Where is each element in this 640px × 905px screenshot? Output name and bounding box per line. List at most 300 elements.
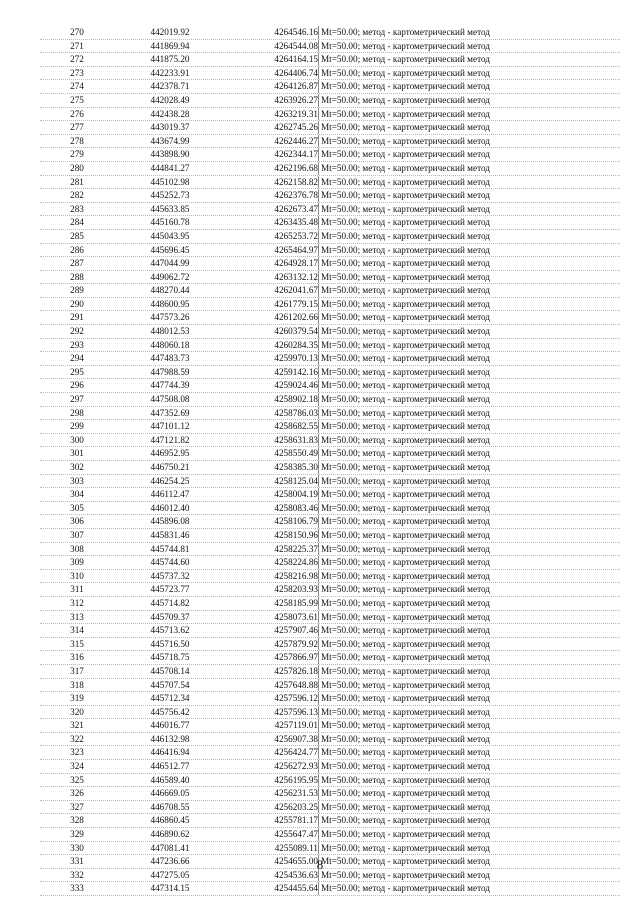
point-number-cell: 291: [70, 312, 84, 323]
table-row: [40, 611, 620, 625]
method-description-cell: Mt=50.00; метод - картометрический метод: [318, 339, 549, 352]
point-number-cell: 294: [70, 353, 84, 364]
table-row: [40, 40, 620, 54]
point-number-cell: 280: [70, 162, 84, 173]
y-coordinate-cell: 4260379.54: [274, 326, 318, 337]
x-coordinate-cell: 447044.99: [150, 258, 190, 269]
method-description-cell: Mt=50.00; метод - картометрический метод: [318, 502, 549, 515]
point-number-cell: 276: [70, 108, 84, 119]
y-coordinate-cell: 4258106.79: [274, 516, 318, 527]
y-coordinate-cell: 4260284.35: [274, 339, 318, 350]
coordinates-table: [40, 26, 620, 896]
y-coordinate-cell: 4262673.47: [274, 203, 318, 214]
method-description-cell: Mt=50.00; метод - картометрический метод: [318, 230, 549, 243]
method-description-cell: Mt=50.00; метод - картометрический метод: [318, 352, 549, 365]
table-row: [40, 475, 620, 489]
table-row: [40, 53, 620, 67]
method-description-cell: Mt=50.00; метод - картометрический метод: [318, 434, 549, 447]
y-coordinate-cell: 4255781.17: [274, 815, 318, 826]
y-coordinate-cell: 4264126.87: [274, 81, 318, 92]
table-row: [40, 842, 620, 856]
point-number-cell: 327: [70, 801, 84, 812]
point-number-cell: 315: [70, 638, 84, 649]
y-coordinate-cell: 4262344.17: [274, 149, 318, 160]
x-coordinate-cell: 445714.82: [150, 597, 190, 608]
x-coordinate-cell: 446416.94: [150, 747, 190, 758]
x-coordinate-cell: 445713.62: [150, 625, 190, 636]
y-coordinate-cell: 4258902.18: [274, 394, 318, 405]
x-coordinate-cell: 447352.69: [150, 407, 190, 418]
point-number-cell: 283: [70, 203, 84, 214]
x-coordinate-cell: 447483.73: [150, 353, 190, 364]
point-number-cell: 293: [70, 339, 84, 350]
table-row: [40, 94, 620, 108]
method-description-cell: Mt=50.00; метод - картометрический метод: [318, 638, 549, 651]
table-row: [40, 80, 620, 94]
table-row: [40, 543, 620, 557]
x-coordinate-cell: 443898.90: [150, 149, 190, 160]
method-description-cell: Mt=50.00; метод - картометрический метод: [318, 67, 549, 80]
y-coordinate-cell: 4264546.16: [274, 27, 318, 37]
point-number-cell: 300: [70, 434, 84, 445]
point-number-cell: 279: [70, 149, 84, 160]
x-coordinate-cell: 445252.73: [150, 190, 190, 201]
y-coordinate-cell: 4258125.04: [274, 475, 318, 486]
x-coordinate-cell: 447236.66: [150, 856, 190, 867]
table-row: [40, 638, 620, 652]
y-coordinate-cell: 4258216.98: [274, 570, 318, 581]
y-coordinate-cell: 4256203.25: [274, 801, 318, 812]
table-row: [40, 407, 620, 421]
method-description-cell: Mt=50.00; метод - картометрический метод: [318, 774, 549, 787]
table-row: [40, 679, 620, 693]
x-coordinate-cell: 447081.41: [150, 842, 190, 853]
point-number-cell: 301: [70, 448, 84, 459]
y-coordinate-cell: 4256424.77: [274, 747, 318, 758]
y-coordinate-cell: 4256272.93: [274, 761, 318, 772]
point-number-cell: 292: [70, 326, 84, 337]
x-coordinate-cell: 442028.49: [150, 94, 190, 105]
y-coordinate-cell: 4257119.01: [274, 720, 318, 731]
point-number-cell: 273: [70, 67, 84, 78]
x-coordinate-cell: 445160.78: [150, 217, 190, 228]
x-coordinate-cell: 446750.21: [150, 462, 190, 472]
x-coordinate-cell: 442233.91: [150, 67, 190, 78]
x-coordinate-cell: 446708.55: [150, 801, 190, 812]
point-number-cell: 296: [70, 380, 84, 391]
point-number-cell: 277: [70, 122, 84, 133]
y-coordinate-cell: 4258682.55: [274, 421, 318, 432]
point-number-cell: 299: [70, 421, 84, 432]
point-number-cell: 330: [70, 842, 84, 853]
method-description-cell: Mt=50.00; метод - картометрический метод: [318, 379, 549, 392]
point-number-cell: 289: [70, 285, 84, 296]
method-description-cell: Mt=50.00; метод - картометрический метод: [318, 366, 549, 379]
x-coordinate-cell: 447508.08: [150, 394, 190, 405]
x-coordinate-cell: 445043.95: [150, 230, 190, 241]
method-description-cell: Mt=50.00; метод - картометрический метод: [318, 828, 549, 841]
y-coordinate-cell: 4258203.93: [274, 584, 318, 595]
y-coordinate-cell: 4255647.47: [274, 829, 318, 840]
y-coordinate-cell: 4258150.96: [274, 529, 318, 540]
table-row: [40, 651, 620, 665]
method-description-cell: Mt=50.00; метод - картометрический метод: [318, 882, 549, 895]
point-number-cell: 324: [70, 761, 84, 772]
y-coordinate-cell: 4262745.26: [274, 122, 318, 133]
point-number-cell: 303: [70, 475, 84, 486]
method-description-cell: Mt=50.00; метод - картометрический метод: [318, 108, 549, 121]
point-number-cell: 329: [70, 829, 84, 840]
x-coordinate-cell: 446890.62: [150, 829, 190, 840]
x-coordinate-cell: 443019.37: [150, 122, 190, 133]
point-number-cell: 318: [70, 679, 84, 690]
point-number-cell: 272: [70, 54, 84, 65]
method-description-cell: Mt=50.00; метод - картометрический метод: [318, 311, 549, 324]
table-row: [40, 502, 620, 516]
table-row: [40, 461, 620, 475]
method-description-cell: Mt=50.00; метод - картометрический метод: [318, 855, 549, 868]
method-description-cell: Mt=50.00; метод - картометрический метод: [318, 611, 549, 624]
point-number-cell: 331: [70, 856, 84, 867]
point-number-cell: 287: [70, 258, 84, 269]
table-row: [40, 787, 620, 801]
method-description-cell: Mt=50.00; метод - картометрический метод: [318, 298, 549, 311]
x-coordinate-cell: 442019.92: [150, 27, 190, 37]
table-row: [40, 570, 620, 584]
x-coordinate-cell: 446112.47: [150, 489, 190, 500]
point-number-cell: 298: [70, 407, 84, 418]
y-coordinate-cell: 4257907.46: [274, 625, 318, 636]
x-coordinate-cell: 445707.54: [150, 679, 190, 690]
y-coordinate-cell: 4262376.78: [274, 190, 318, 201]
method-description-cell: Mt=50.00; метод - картометрический метод: [318, 216, 549, 229]
method-description-cell: Mt=50.00; метод - картометрический метод: [318, 420, 549, 433]
point-number-cell: 306: [70, 516, 84, 527]
y-coordinate-cell: 4258004.19: [274, 489, 318, 500]
method-description-cell: Mt=50.00; метод - картометрический метод: [318, 393, 549, 406]
y-coordinate-cell: 4262158.82: [274, 176, 318, 187]
x-coordinate-cell: 445756.42: [150, 706, 190, 717]
y-coordinate-cell: 4254536.63: [274, 869, 318, 880]
table-row: [40, 733, 620, 747]
method-description-cell: Mt=50.00; метод - картометрический метод: [318, 461, 549, 474]
y-coordinate-cell: 4258786.03: [274, 407, 318, 418]
point-number-cell: 332: [70, 869, 84, 880]
x-coordinate-cell: 445709.37: [150, 611, 190, 622]
point-number-cell: 286: [70, 244, 84, 255]
x-coordinate-cell: 445696.45: [150, 244, 190, 255]
table-row: [40, 624, 620, 638]
y-coordinate-cell: 4258073.61: [274, 611, 318, 622]
point-number-cell: 310: [70, 570, 84, 581]
table-row: [40, 352, 620, 366]
y-coordinate-cell: 4259970.13: [274, 353, 318, 364]
x-coordinate-cell: 441869.94: [150, 40, 190, 51]
point-number-cell: 333: [70, 883, 84, 894]
y-coordinate-cell: 4265253.72: [274, 230, 318, 241]
table-row: [40, 828, 620, 842]
table-row: [40, 203, 620, 217]
table-row: [40, 271, 620, 285]
x-coordinate-cell: 443674.99: [150, 135, 190, 146]
point-number-cell: 308: [70, 543, 84, 554]
x-coordinate-cell: 447101.12: [150, 421, 190, 432]
page-number: 8: [316, 857, 324, 872]
table-row: [40, 298, 620, 312]
x-coordinate-cell: 441875.20: [150, 54, 190, 65]
y-coordinate-cell: 4256231.53: [274, 788, 318, 799]
table-row: [40, 746, 620, 760]
table-row: [40, 67, 620, 81]
method-description-cell: Mt=50.00; метод - картометрический метод: [318, 53, 549, 66]
y-coordinate-cell: 4265464.97: [274, 244, 318, 255]
y-coordinate-cell: 4264544.08: [274, 40, 318, 51]
table-row: [40, 135, 620, 149]
method-description-cell: Mt=50.00; метод - картометрический метод: [318, 706, 549, 719]
y-coordinate-cell: 4264164.15: [274, 54, 318, 65]
point-number-cell: 325: [70, 774, 84, 785]
point-number-cell: 313: [70, 611, 84, 622]
method-description-cell: Mt=50.00; метод - картометрический метод: [318, 814, 549, 827]
method-description-cell: Mt=50.00; метод - картометрический метод: [318, 869, 549, 882]
point-number-cell: 278: [70, 135, 84, 146]
x-coordinate-cell: 447314.15: [150, 883, 190, 894]
x-coordinate-cell: 447121.82: [150, 434, 190, 445]
point-number-cell: 322: [70, 733, 84, 744]
x-coordinate-cell: 446952.95: [150, 448, 190, 459]
x-coordinate-cell: 446669.05: [150, 788, 190, 799]
point-number-cell: 284: [70, 217, 84, 228]
point-number-cell: 295: [70, 366, 84, 377]
point-number-cell: 302: [70, 462, 84, 472]
y-coordinate-cell: 4257596.13: [274, 706, 318, 717]
table-row: [40, 447, 620, 461]
point-number-cell: 321: [70, 720, 84, 731]
point-number-cell: 307: [70, 529, 84, 540]
y-coordinate-cell: 4258185.99: [274, 597, 318, 608]
table-row: [40, 529, 620, 543]
x-coordinate-cell: 446512.77: [150, 761, 190, 772]
table-row: [40, 257, 620, 271]
method-description-cell: Mt=50.00; метод - картометрический метод: [318, 760, 549, 773]
method-description-cell: Mt=50.00; метод - картометрический метод: [318, 787, 549, 800]
point-number-cell: 312: [70, 597, 84, 608]
point-number-cell: 323: [70, 747, 84, 758]
method-description-cell: Mt=50.00; метод - картометрический метод: [318, 665, 549, 678]
method-description-cell: Mt=50.00; метод - картометрический метод: [318, 719, 549, 732]
x-coordinate-cell: 445708.14: [150, 665, 190, 676]
y-coordinate-cell: 4255089.11: [274, 842, 318, 853]
point-number-cell: 290: [70, 298, 84, 309]
table-row: [40, 148, 620, 162]
table-row: [40, 420, 620, 434]
y-coordinate-cell: 4257648.88: [274, 679, 318, 690]
table-row: [40, 774, 620, 788]
method-description-cell: Mt=50.00; метод - картометрический метод: [318, 651, 549, 664]
y-coordinate-cell: 4258631.83: [274, 434, 318, 445]
x-coordinate-cell: 446012.40: [150, 502, 190, 513]
table-row: [40, 311, 620, 325]
method-description-cell: Mt=50.00; метод - картометрический метод: [318, 257, 549, 270]
x-coordinate-cell: 448270.44: [150, 285, 190, 296]
point-number-cell: 271: [70, 40, 84, 51]
x-coordinate-cell: 447573.26: [150, 312, 190, 323]
point-number-cell: 309: [70, 557, 84, 568]
y-coordinate-cell: 4254655.00: [274, 856, 318, 867]
table-row: [40, 325, 620, 339]
table-row: [40, 719, 620, 733]
table-row: [40, 434, 620, 448]
table-row: [40, 393, 620, 407]
y-coordinate-cell: 4258083.46: [274, 502, 318, 513]
table-row: [40, 882, 620, 896]
x-coordinate-cell: 447275.05: [150, 869, 190, 880]
x-coordinate-cell: 449062.72: [150, 271, 190, 282]
table-row: [40, 760, 620, 774]
x-coordinate-cell: 445712.34: [150, 693, 190, 704]
x-coordinate-cell: 446016.77: [150, 720, 190, 731]
y-coordinate-cell: 4258550.49: [274, 448, 318, 459]
table-row: [40, 665, 620, 679]
table-row: [40, 176, 620, 190]
y-coordinate-cell: 4257866.97: [274, 652, 318, 663]
x-coordinate-cell: 445102.98: [150, 176, 190, 187]
table-row: [40, 244, 620, 258]
table-row: [40, 692, 620, 706]
method-description-cell: Mt=50.00; метод - картометрический метод: [318, 570, 549, 583]
y-coordinate-cell: 4262041.67: [274, 285, 318, 296]
table-row: [40, 556, 620, 570]
method-description-cell: Mt=50.00; метод - картометрический метод: [318, 284, 549, 297]
point-number-cell: 311: [70, 584, 84, 595]
method-description-cell: Mt=50.00; метод - картометрический метод: [318, 624, 549, 637]
table-row: [40, 515, 620, 529]
y-coordinate-cell: 4262446.27: [274, 135, 318, 146]
x-coordinate-cell: 447988.59: [150, 366, 190, 377]
point-number-cell: 281: [70, 176, 84, 187]
x-coordinate-cell: 445633.85: [150, 203, 190, 214]
method-description-cell: Mt=50.00; метод - картометрический метод: [318, 447, 549, 460]
y-coordinate-cell: 4264928.17: [274, 258, 318, 269]
y-coordinate-cell: 4261779.15: [274, 298, 318, 309]
point-number-cell: 328: [70, 815, 84, 826]
table-row: [40, 366, 620, 380]
table-row: [40, 488, 620, 502]
table-row: [40, 801, 620, 815]
method-description-cell: Mt=50.00; метод - картометрический метод: [318, 407, 549, 420]
method-description-cell: Mt=50.00; метод - картометрический метод: [318, 597, 549, 610]
x-coordinate-cell: 446589.40: [150, 774, 190, 785]
method-description-cell: Mt=50.00; метод - картометрический метод: [318, 135, 549, 148]
x-coordinate-cell: 445744.60: [150, 557, 190, 568]
x-coordinate-cell: 445716.50: [150, 638, 190, 649]
y-coordinate-cell: 4263219.31: [274, 108, 318, 119]
method-description-cell: Mt=50.00; метод - картометрический метод: [318, 325, 549, 338]
method-description-cell: Mt=50.00; метод - картометрический метод: [318, 189, 549, 202]
x-coordinate-cell: 444841.27: [150, 162, 190, 173]
method-description-cell: Mt=50.00; метод - картометрический метод: [318, 488, 549, 501]
method-description-cell: Mt=50.00; метод - картометрический метод: [318, 556, 549, 569]
y-coordinate-cell: 4264406.74: [274, 67, 318, 78]
y-coordinate-cell: 4257596.12: [274, 693, 318, 704]
x-coordinate-cell: 448600.95: [150, 298, 190, 309]
method-description-cell: Mt=50.00; метод - картометрический метод: [318, 679, 549, 692]
table-row: [40, 121, 620, 135]
point-number-cell: 282: [70, 190, 84, 201]
point-number-cell: 326: [70, 788, 84, 799]
method-description-cell: Mt=50.00; метод - картометрический метод: [318, 842, 549, 855]
point-number-cell: 288: [70, 271, 84, 282]
table-row: [40, 814, 620, 828]
method-description-cell: Mt=50.00; метод - картометрический метод: [318, 801, 549, 814]
y-coordinate-cell: 4258225.37: [274, 543, 318, 554]
table-row: [40, 162, 620, 176]
point-number-cell: 316: [70, 652, 84, 663]
point-number-cell: 270: [70, 27, 84, 37]
table-row: [40, 339, 620, 353]
x-coordinate-cell: 447744.39: [150, 380, 190, 391]
x-coordinate-cell: 442378.71: [150, 81, 190, 92]
table-row: [40, 706, 620, 720]
x-coordinate-cell: 446254.25: [150, 475, 190, 486]
method-description-cell: Mt=50.00; метод - картометрический метод: [318, 121, 549, 134]
method-description-cell: Mt=50.00; метод - картометрический метод: [318, 203, 549, 216]
x-coordinate-cell: 445718.75: [150, 652, 190, 663]
y-coordinate-cell: 4259142.16: [274, 366, 318, 377]
point-number-cell: 274: [70, 81, 84, 92]
table-row: [40, 108, 620, 122]
method-description-cell: Mt=50.00; метод - картометрический метод: [318, 26, 549, 39]
x-coordinate-cell: 445896.08: [150, 516, 190, 527]
y-coordinate-cell: 4257879.92: [274, 638, 318, 649]
method-description-cell: Mt=50.00; метод - картометрический метод: [318, 543, 549, 556]
y-coordinate-cell: 4258385.30: [274, 462, 318, 472]
method-description-cell: Mt=50.00; метод - картометрический метод: [318, 94, 549, 107]
method-description-cell: Mt=50.00; метод - картометрический метод: [318, 529, 549, 542]
table-row: [40, 230, 620, 244]
y-coordinate-cell: 4262196.68: [274, 162, 318, 173]
x-coordinate-cell: 442438.28: [150, 108, 190, 119]
table-row: [40, 597, 620, 611]
method-description-cell: Mt=50.00; метод - картометрический метод: [318, 733, 549, 746]
table-row: [40, 26, 620, 40]
table-row: [40, 216, 620, 230]
y-coordinate-cell: 4258224.86: [274, 557, 318, 568]
point-number-cell: 317: [70, 665, 84, 676]
point-number-cell: 305: [70, 502, 84, 513]
x-coordinate-cell: 446132.98: [150, 733, 190, 744]
point-number-cell: 320: [70, 706, 84, 717]
method-description-cell: Mt=50.00; метод - картометрический метод: [318, 692, 549, 705]
point-number-cell: 304: [70, 489, 84, 500]
y-coordinate-cell: 4261202.66: [274, 312, 318, 323]
x-coordinate-cell: 445831.46: [150, 529, 190, 540]
method-description-cell: Mt=50.00; метод - картометрический метод: [318, 583, 549, 596]
y-coordinate-cell: 4263132.12: [274, 271, 318, 282]
method-description-cell: Mt=50.00; метод - картометрический метод: [318, 176, 549, 189]
y-coordinate-cell: 4259024.46: [274, 380, 318, 391]
method-description-cell: Mt=50.00; метод - картометрический метод: [318, 746, 549, 759]
y-coordinate-cell: 4263435.48: [274, 217, 318, 228]
y-coordinate-cell: 4257826.18: [274, 665, 318, 676]
table-row: [40, 284, 620, 298]
y-coordinate-cell: 4256907.38: [274, 733, 318, 744]
method-description-cell: Mt=50.00; метод - картометрический метод: [318, 148, 549, 161]
point-number-cell: 314: [70, 625, 84, 636]
x-coordinate-cell: 446860.45: [150, 815, 190, 826]
method-description-cell: Mt=50.00; метод - картометрический метод: [318, 475, 549, 488]
y-coordinate-cell: 4256195.95: [274, 774, 318, 785]
